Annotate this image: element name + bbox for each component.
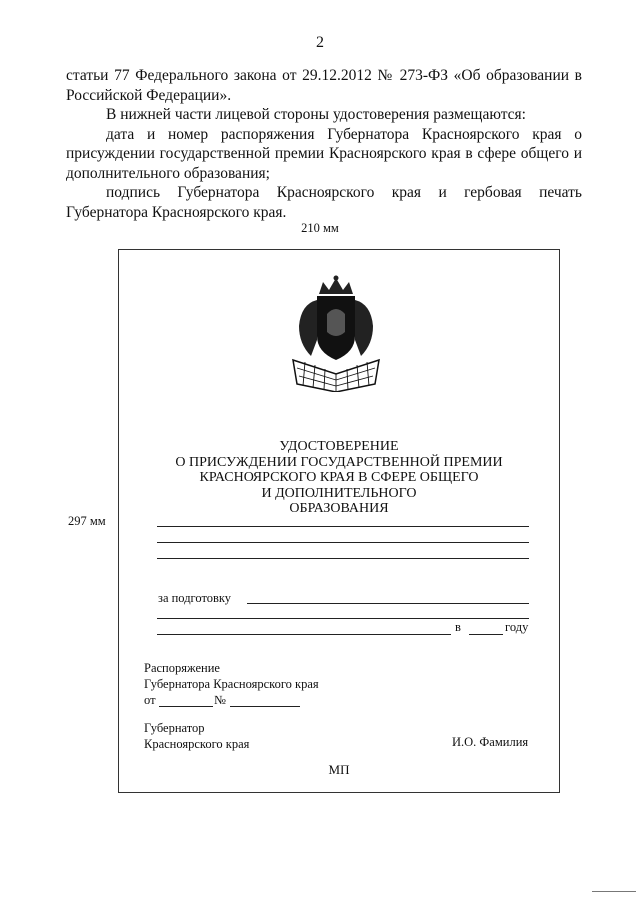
from-label: от [144, 693, 156, 707]
year-line[interactable] [469, 634, 503, 635]
order-number-line[interactable] [230, 706, 300, 707]
order-date-line[interactable] [159, 706, 213, 707]
in-label: в [455, 620, 461, 634]
title-line-3: КРАСНОЯРСКОГО КРАЯ В СФЕРЕ ОБЩЕГО [199, 470, 479, 485]
seal-placeholder-label: МП [328, 762, 350, 777]
title-line-4: И ДОПОЛНИТЕЛЬНОГО [261, 485, 417, 501]
coat-of-arms-emblem-icon [287, 274, 385, 392]
certificate-form [118, 249, 560, 793]
recipient-line-3[interactable] [157, 558, 529, 559]
year-label: году [505, 620, 529, 634]
certificate-title [119, 439, 559, 517]
body-text [66, 66, 582, 222]
paragraph-1: статьи 77 Федерального закона от 29.12.2012 № 273-ФЗ «Об образовании в Российской Федерации». [66, 67, 582, 104]
title-line-5: ОБРАЗОВАНИЯ [289, 501, 389, 516]
title-line-2: О ПРИСУЖДЕНИИ ГОСУДАРСТВЕННОЙ ПРЕМИИ [175, 454, 503, 470]
page-number: 2 [316, 34, 324, 51]
paragraph-2: В нижней части лицевой стороны удостоверения размещаются: [106, 106, 526, 123]
recipient-line-2[interactable] [157, 542, 529, 543]
footer-rule [592, 891, 636, 892]
order-label-2: Губернатора Красноярского края [144, 677, 319, 691]
preparation-line-2[interactable] [157, 618, 529, 619]
number-label: № [214, 693, 226, 707]
paragraph-3: дата и номер распоряжения Губернатора Красноярского края о присуждении государственной премии Красноярского края в сфере общего и дополнительного образования; [66, 125, 582, 182]
paragraph-4: подпись Губернатора Красноярского края и гербовая печать Губернатора Красноярского края. [66, 184, 582, 221]
height-dimension-label: 297 мм [68, 514, 106, 528]
preparation-line-1[interactable] [247, 603, 529, 604]
title-line-1: УДОСТОВЕРЕНИЕ [279, 439, 399, 454]
governor-label-2: Красноярского края [144, 737, 250, 751]
order-label-1: Распоряжение [144, 661, 220, 675]
recipient-line-1[interactable] [157, 526, 529, 527]
signature-name: И.О. Фамилия [452, 735, 529, 749]
preparation-line-3[interactable] [157, 634, 451, 635]
for-preparation-label: за подготовку [158, 591, 232, 605]
governor-label-1: Губернатор [144, 721, 205, 735]
width-dimension-label: 210 мм [301, 221, 339, 235]
